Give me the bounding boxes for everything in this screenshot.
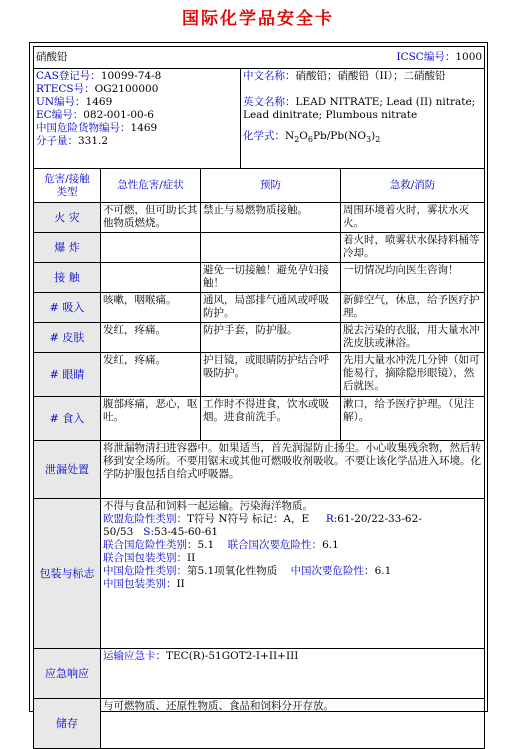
inhale-aid: 新鲜空气，休息，给予医疗护理。 [341, 293, 485, 323]
inhale-acute: 咳嗽，咽喉痛。 [101, 293, 201, 323]
name-row [34, 47, 485, 69]
row-label-ingest: # 食入 [34, 397, 101, 441]
cas-number: CAS登记号：10099-74-8 [36, 70, 162, 82]
row-label-fire: 火 灾 [34, 203, 101, 233]
explosion-acute [101, 233, 201, 263]
header-prevent: 预防 [201, 169, 341, 203]
eyes-acute: 发红，疼痛。 [101, 353, 201, 397]
card-title: 国际化学品安全卡 [182, 9, 334, 29]
storage-text: 与可燃物质、还原性物质、食品和饲料分开存放。 [101, 699, 485, 749]
contact-acute [101, 263, 201, 293]
english-name-cont: Lead dinitrate; Plumbous nitrate [243, 109, 418, 121]
eyes-prevent: 护目镜，或眼睛防护结合呼吸防护。 [201, 353, 341, 397]
un-packing: 联合国包装类别：II [103, 552, 196, 564]
contact-aid: 一切情况均向医生咨询！ [341, 263, 485, 293]
skin-aid: 脱去污染的衣服，用大量水冲洗皮肤或淋浴。 [341, 323, 485, 353]
row-label-storage: 储存 [34, 699, 101, 749]
header-type: 危害/接触 类型 [34, 169, 101, 203]
icsc-number: ICSC编号：1000 [396, 51, 483, 63]
row-label-emergency: 应急响应 [34, 649, 101, 699]
skin-acute: 发红，疼痛。 [101, 323, 201, 353]
contact-prevent: 避免一切接触！避免孕妇接触！ [201, 263, 341, 293]
fire-aid: 周围环境着火时，雾状水灭火。 [341, 203, 485, 233]
row-label-explosion: 爆 炸 [34, 233, 101, 263]
row-label-skin: # 皮肤 [34, 323, 101, 353]
cn-packing: 中国包装类别：II [103, 578, 185, 590]
safety-card-table [33, 46, 485, 749]
english-name: 英文名称：LEAD NITRATE; Lead (II) nitrate; [243, 96, 476, 108]
row-label-packaging: 包装与标志 [34, 499, 101, 649]
packaging-cell [101, 499, 485, 649]
rtecs-number: RTECS号：OG2100000 [36, 83, 159, 95]
molecular-weight: 分子量：331.2 [36, 135, 109, 147]
eu-class: 欧盟危险性类别：T符号 N符号 标记：A，E R:61-20/22-33-62- [103, 513, 422, 525]
eyes-aid: 先用大量水冲洗几分钟（如可能易行，摘除隐形眼镜），然后就医。 [341, 353, 485, 397]
emergency-cell: 运输应急卡：TEC(R)-51GOT2-I+II+III [101, 649, 485, 699]
header-acute: 急性危害/症状 [101, 169, 201, 203]
un-class: 联合国危险性类别：5.1 联合国次要危险性：6.1 [103, 539, 339, 551]
cn-class: 中国危险性类别：第5.1项氧化性物质 中国次要危险性：6.1 [103, 565, 392, 577]
row-label-inhale: # 吸入 [34, 293, 101, 323]
cn-danger-number: 中国危险货物编号：1469 [36, 122, 158, 134]
eu-r-s: 50/53 S:53-45-60-61 [103, 526, 219, 538]
explosion-prevent [201, 233, 341, 263]
ingest-acute: 腹部疼痛，恶心，呕吐。 [101, 397, 201, 441]
row-label-contact: 接 触 [34, 263, 101, 293]
fire-acute: 不可燃，但可助长其他物质燃烧。 [101, 203, 201, 233]
identifiers-cell [34, 69, 241, 169]
header-aid: 急救/消防 [341, 169, 485, 203]
row-label-spill: 泄漏处置 [34, 441, 101, 499]
ingest-aid: 漱口，给予医疗护理。（见注解）。 [341, 397, 485, 441]
un-number: UN编号：1469 [36, 96, 113, 108]
chinese-name: 中文名称：硝酸铅；硝酸铅（II）；二硝酸铅 [243, 70, 446, 82]
explosion-aid: 着火时，喷雾状水保持料桶等冷却。 [341, 233, 485, 263]
inhale-prevent: 通风，局部排气通风或呼吸防护。 [201, 293, 341, 323]
row-label-eyes: # 眼睛 [34, 353, 101, 397]
spill-text: 将泄漏物清扫进容器中。如果适当，首先润湿防止扬尘。小心收集残余物，然后转移到安全场所。不要用锯末或其他可燃吸收剂吸收。不要让该化学品进入环境。化学防护服包括自给式呼吸器。 [101, 441, 485, 499]
chemical-name: 硝酸铅 [36, 51, 68, 63]
ec-number: EC编号：082-001-00-6 [36, 109, 154, 121]
chemical-formula: 化学式：$N_2O_6Pb/Pb(NO_3)_2$ [243, 130, 381, 145]
packaging-line-1: 不得与食品和饲料一起运输。污染海洋物质。 [103, 500, 313, 512]
skin-prevent: 防护手套，防护服。 [201, 323, 341, 353]
fire-prevent: 禁止与易燃物质接触。 [201, 203, 341, 233]
names-cell [241, 69, 485, 169]
ingest-prevent: 工作时不得进食，饮水或吸烟。进食前洗手。 [201, 397, 341, 441]
